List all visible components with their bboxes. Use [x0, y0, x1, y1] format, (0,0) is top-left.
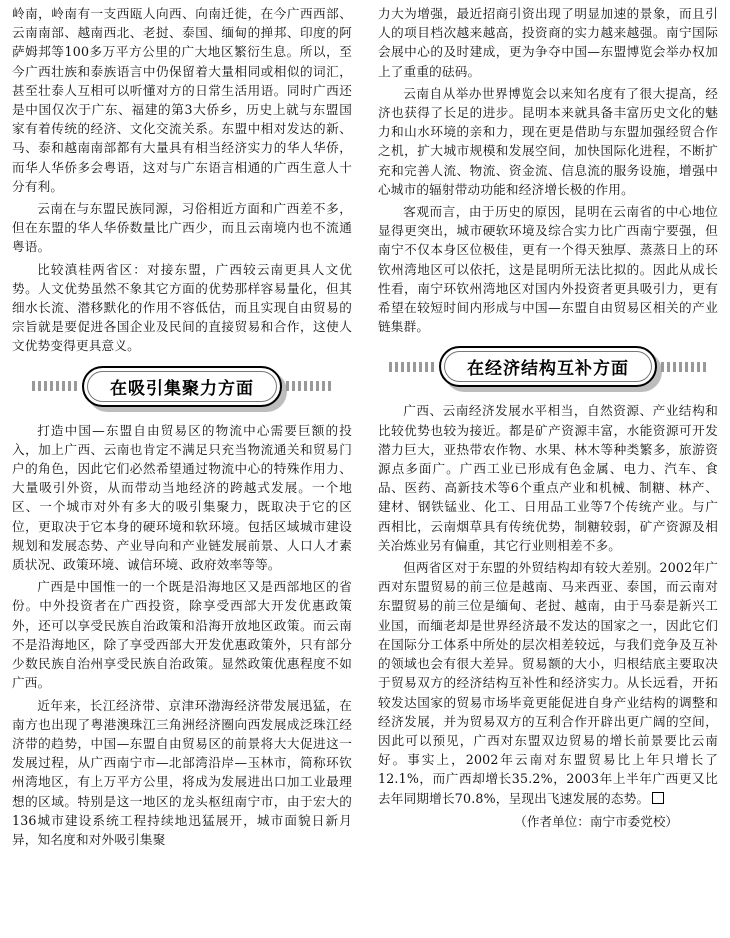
section-heading-attraction: 在吸引集聚力方面 [82, 366, 282, 407]
author-affiliation: （作者单位：南宁市委党校） [514, 813, 678, 829]
paragraph-comparison: 比较滇桂两省区：对接东盟，广西较云南更具人文优势。人文优势虽然不象其它方面的优势那样容易量化，但其细水长流、潜移默化的作用不容低估，而且实现自由贸易的宗旨就是要促进各国企业及民间的直接贸易和合作，这使人文优势变得更具意义。 [12, 261, 352, 354]
paragraph-kunming: 云南自从举办世界博览会以来知名度有了很大提高，经济也获得了长足的进步。昆明本来就具备丰富历史文化的魅力和山水环境的亲和力，现在更是借助与东盟加强经贸合作之机，扩大城市规模和发展空间，加快国际化进程，不断扩充和完善人流、物流、资金流、信息流的服务设施，增强中心城市的辐射带动功能和经济增长极的作用。 [378, 85, 718, 197]
paragraph-objective: 客观而言，由于历史的原因，昆明在云南省的中心地位显得更突出，城市硬软环境及综合实力比广西南宁要强，但南宁不仅本身区位极佳，更有一个得天独厚、蒸蒸日上的环钦州湾地区可以依托，这是昆明所无法比拟的。因此从成长性看，南宁环钦州湾地区对国内外投资者更具吸引力，更有希望在较短时间内形成与中国—东盟自由贸易区相关的产业链集群。 [378, 204, 718, 335]
paragraph-yunnan-ethnic: 云南在与东盟民族同源，习俗相近方面和广西差不多，但在东盟的华人华侨数量比广西少，而且云南境内也不流通粤语。 [12, 201, 352, 255]
section-heading-wrap-structure [378, 346, 718, 387]
paragraph-coastal-policy: 广西是中国惟一的一个既是沿海地区又是西部地区的省份。中外投资者在广西投资，除享受西部大开发优惠政策外，还可以享受民族自治政策和沿海开放地区政策。而云南不是沿海地区，除了享受西部大开发优惠政策外，只有部分少数民族自治州享受民族自治政策。显然政策优惠程度不如广西。 [12, 579, 352, 691]
section-heading-economic-structure: 在经济结构互补方面 [439, 346, 657, 387]
paragraph-nanning-continued: 力大为增强，最近招商引资出现了明显加速的景象，而且引人的项目档次越来越高，投资商的实力越来越强。南宁国际会展中心的及时建成，更为争夺中国—东盟博览会举办权加上了重重的砝码。 [378, 6, 718, 79]
end-mark-icon [652, 792, 664, 804]
right-column [378, 4, 718, 831]
paragraph-structure: 广西、云南经济发展水平相当，自然资源、产业结构和比较优势也较为接近。都是矿产资源丰富，水能资源可开发潜力巨大，亚热带农作物、水果、林木等种类繁多，旅游资源点多面广。广西工业已形成有色金属、电力、汽车、食品、医药、高新技术等6个重点产业和机械、制糖、林产、建材、钢铁锰业、化工、日用品工业等7个传统产业。与广西相比，云南烟草具有传统优势，制糖较弱，矿产资源及相关冶炼业另有偏重，其它行业则相差不多。 [378, 403, 718, 553]
section-heading-wrap-attraction [12, 366, 352, 407]
paragraph-trade-text: 但两省区对于东盟的外贸结构却有较大差别。2002年广西对东盟贸易的前三位是越南、马来西亚、泰国，而云南对东盟贸易的前三位是缅甸、老挝、越南，由于马泰是新兴工业国，而缅老却是世界经济最不发达的国家之一，因此它们在国际分工体系中所处的层次相差较远，与我们竞争及互补的领域也会有很大差异。贸易额的大小，归根结底主要取决于贸易双方的经济结构互补性和经济实力。从长远看，开拓较发达国家的贸易市场毕竟更能促进自身产业结构的调整和经济发展，并为贸易双方的互利合作开辟出更广阔的空间，因此可以预见，广西对东盟双边贸易的增长前景要比云南好。事实上，2002年云南对东盟贸易比上年只增长了12.1%，而广西却增长35.2%，2003年上半年广西更又比去年同期增长70.8%，呈现出飞速发展的态势。 [378, 560, 718, 806]
paragraph-intro-continued: 岭南，岭南有一支西瓯人向西、向南迁徙，在今广西西部、云南南部、越南西北、老挝、泰国、缅甸的掸邦、印度的阿萨姆邦等100多万平方公里的广大地区繁衍生息。所以，至今广西壮族和泰族语言中仍保留着大量相同或相似的词汇，甚至壮泰人互相可以听懂对方的日常生活用语。同时广西还是中国仅次于广东、福建的第3大侨乡，历史上就与东盟国家有着传统的经济、文化交流关系。东盟中相对发达的新、马、泰和越南南部都有大量具有相当经济实力的华人华侨，而华人华侨多会粤语，这对与广东语言相通的广西生意人十分有利。 [12, 6, 352, 194]
paragraph-trade [378, 558, 718, 808]
paragraph-logistics: 打造中国—东盟自由贸易区的物流中心需要巨额的投入，加上广西、云南也肯定不满足只充当物流通关和贸易门户的角色，因此它们必然希望通过物流中心的特殊作用力、大量吸引外资，从而带动当地经济的跨越式发展。一个地区、一个城市对外有多大的吸引集聚力，既取决于它的区位，更取决于它本身的硬环境和软环境。包括区域城市建设规划和发展态势、产业导向和产业链发展前景、人口人才素质状况、政策环境、诚信环境、政府效率等等。 [12, 422, 352, 573]
paragraph-economic-belt: 近年来，长江经济带、京津环渤海经济带发展迅猛，在南方也出现了粤港澳珠江三角洲经济圈向西发展成泛珠江经济带的趋势，中国—东盟自由贸易区的前景将大大促进这一发展过程，从广西南宁市—北部湾沿岸—玉林市，简称环钦州湾地区，有上万平方公里，将成为发展进出口加工业最理想的区域。特别是这一地区的龙头枢纽南宁市，由于宏大的136城市建设系统工程持续地迅猛展开，城市面貌日新月异，知名度和对外吸引集聚 [12, 697, 352, 847]
left-column [12, 4, 352, 852]
